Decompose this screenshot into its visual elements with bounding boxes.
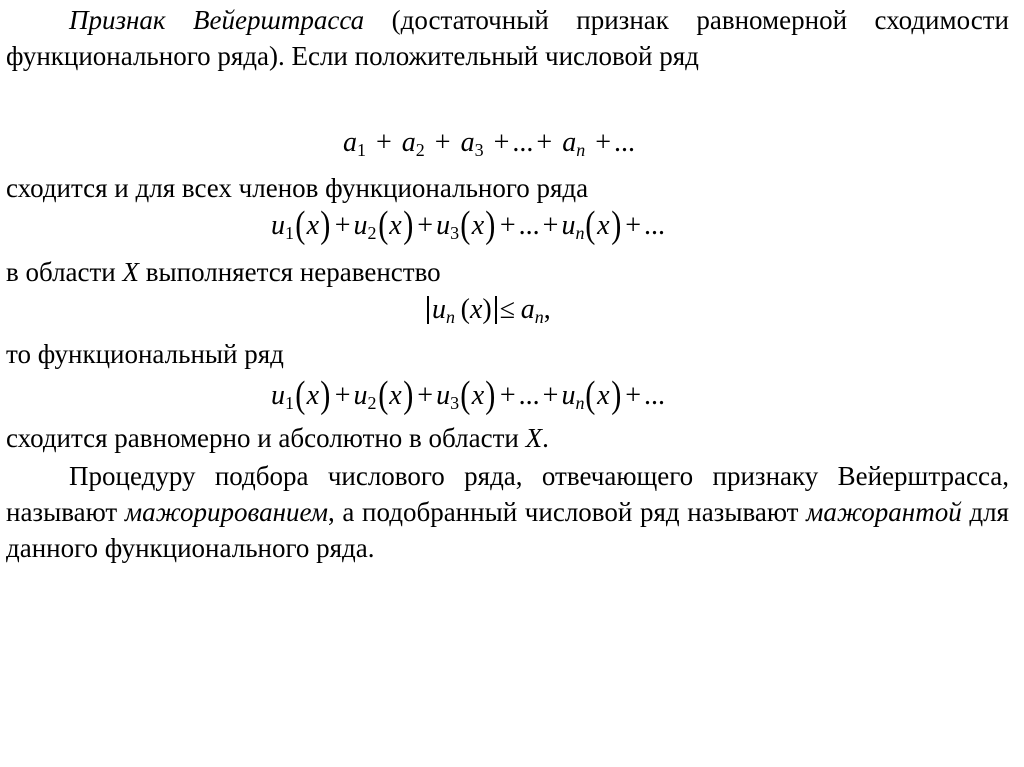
functional-series-formula: $u_1(x) + u_2(x) + u_3(x)$ + ... + un(x) + ... [271,204,665,246]
region-variable: X [525,423,543,453]
abs-bar-left [427,296,429,324]
term-majorization: мажорированием [124,497,329,527]
majorant-paragraph: Процедуру подбора числового ряда, отвечающего признаку Вейерштрасса, называют мажорированием, а подобранный числовой ряд называют мажорантой для данного функционального ряда. [6,461,1009,563]
text-line-conclusion: сходится равномерно и абсолютно в области X. [6,423,549,453]
numeric-series-formula: $a_1 + a_2 + a_3$ + ... + an + ... [343,127,635,160]
term-majorant: мажорантой [806,497,962,527]
text-line-then: то функциональный ряд [6,339,284,369]
theorem-name: Признак Вейерштрасса [69,5,365,35]
theorem-paragraph [6,2,1009,74]
functional-series-formula-repeat: $u_1(x) + u_2(x) + u_3(x)$ + ... + un(x) + ... [271,374,665,416]
abs-bar-right [495,296,497,324]
inequality-formula: un (x) ≤ an, [424,292,551,328]
text-line-region: в области X выполняется неравенство [6,257,441,287]
theorem-statement: (достаточный признак равномерной сходимости функционального ряда). Если положительный числовой ряд [6,5,1009,71]
region-variable: X [122,257,140,287]
text-line-members: сходится и для всех членов функционального ряда [6,173,589,203]
